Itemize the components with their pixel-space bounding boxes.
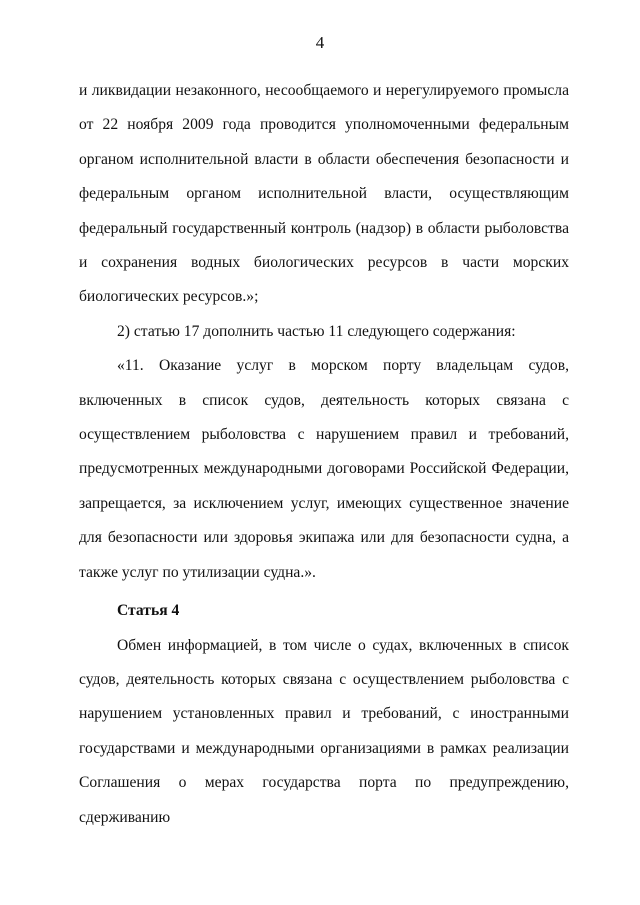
paragraph-part-11-text: «11. Оказание услуг в морском порту владельцам судов, включенных в список судов, деятельность которых связана с осуществлением рыболовства с нарушением правил и требований, предусмотренных международными договорами Российской Федерации, запрещается, за исключением услуг, имеющих существенное значение для безопасности или здоровья экипажа или для безопасности судна, а также услуг по утилизации судна.». bbox=[79, 357, 569, 581]
document-body bbox=[79, 74, 569, 835]
paragraph-article-4-text: Обмен информацией, в том числе о судах, включенных в список судов, деятельность которых связана с осуществлением рыболовства с нарушением установленных правил и требований, с иностранными государствами и международными организациями в рамках реализации Соглашения о мерах государства порта по предупреждению, сдерживанию bbox=[79, 636, 569, 826]
page-number: 4 bbox=[315, 33, 325, 52]
paragraph-amendment-item-2: 2) статью 17 дополнить частью 11 следующего содержания: bbox=[117, 322, 516, 340]
paragraph-continuation: и ликвидации незаконного, несообщаемого и нерегулируемого промысла от 22 ноября 2009 года проводится уполномоченными федеральным органом исполнительной власти в области обеспечения безопасности и федеральным органом исполнительной власти, осуществляющим федеральный государственный контроль (надзор) в области рыболовства и сохранения водных биологических ресурсов в части морских биологических ресурсов.»; bbox=[79, 82, 569, 306]
article-4-heading: Статья 4 bbox=[117, 602, 180, 620]
